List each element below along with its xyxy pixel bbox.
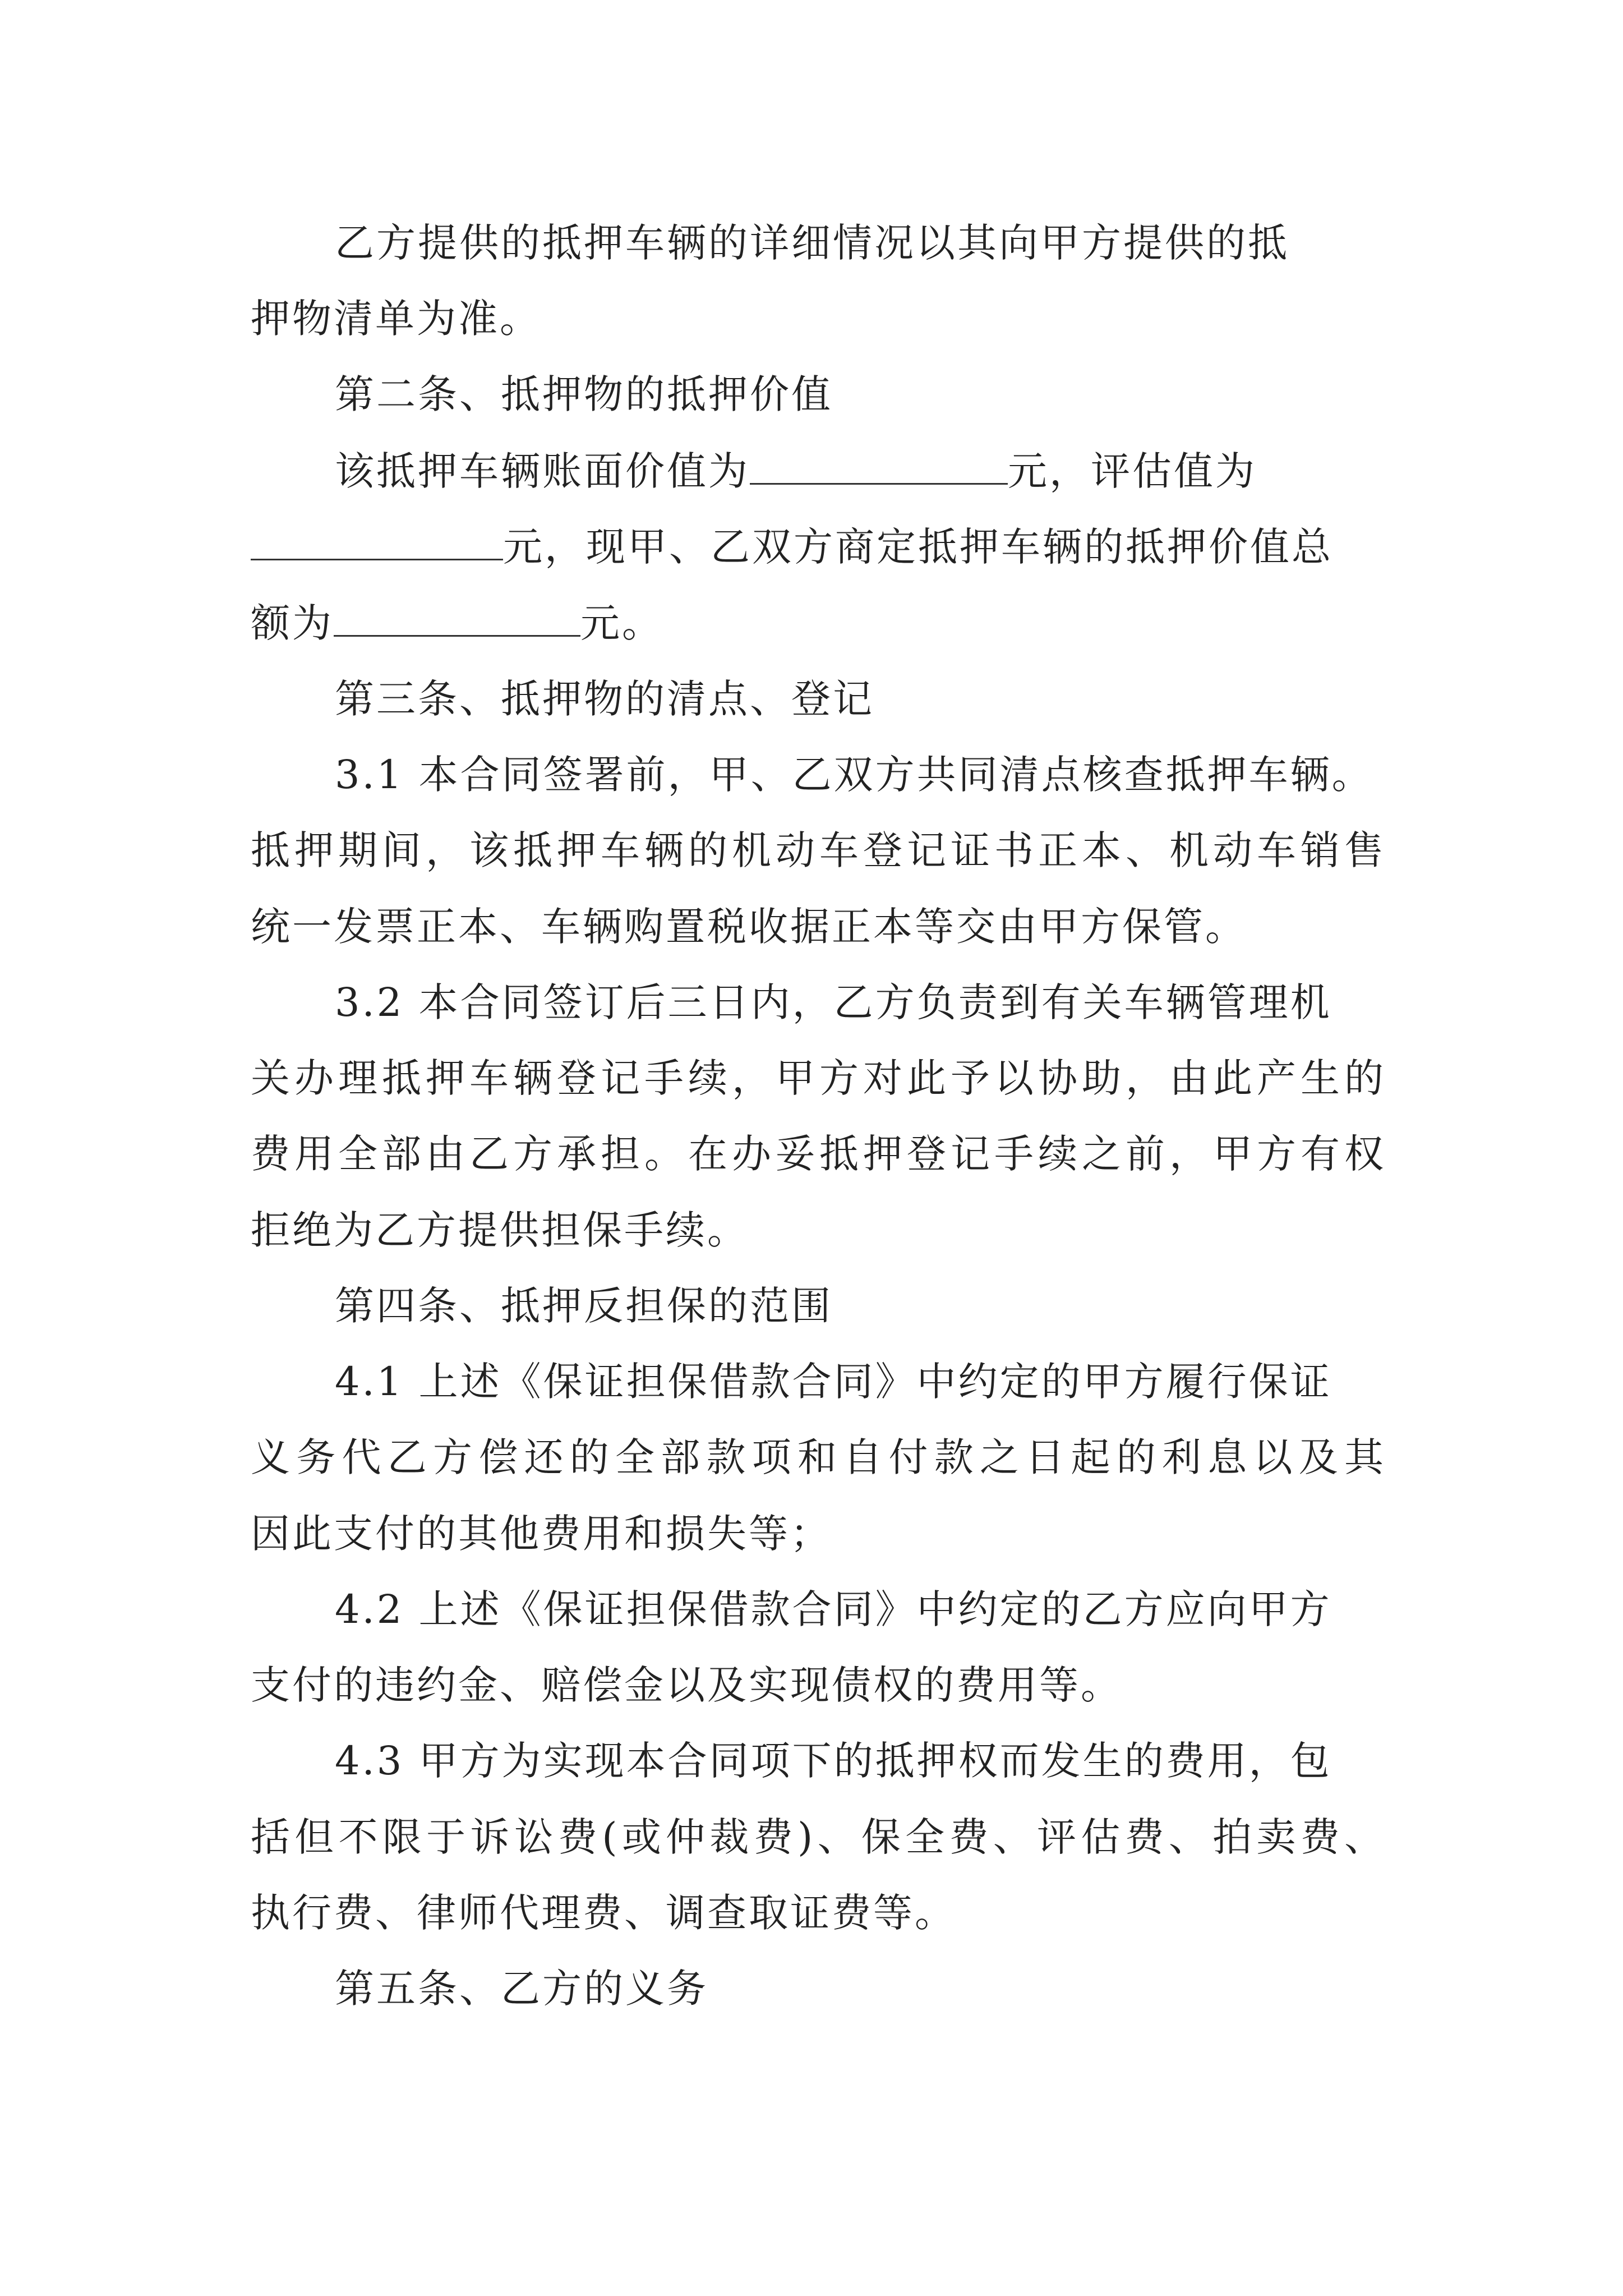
text-segment: 元。 [580,600,663,646]
paragraph-line: 执行费、律师代理费、调查取证费等。 [251,1890,956,1936]
paragraph-line: 支付的违约金、赔偿金以及实现债权的费用等。 [251,1662,1122,1708]
text-segment: 该抵押车辆账面价值为 [335,448,750,494]
text-segment: 元，现甲、乙双方商定抵押车辆的抵押价值总 [503,524,1333,570]
text-segment: 元，评估值为 [1008,448,1257,494]
paragraph-line: 费用全部由乙方承担。在办妥抵押登记手续之前，甲方有权 [251,1131,1384,1177]
section-heading: 第四条、抵押反担保的范围 [335,1283,833,1329]
paragraph-line: 拒绝为乙方提供担保手续。 [251,1207,749,1253]
paragraph-line: 义务代乙方偿还的全部款项和自付款之日起的利息以及其 [251,1434,1384,1480]
paragraph-line: 统一发票正本、车辆购置税收据正本等交由甲方保管。 [251,904,1247,950]
paragraph-line: 4.2 上述《保证担保借款合同》中约定的乙方应向甲方 [335,1586,1332,1632]
paragraph-line: 乙方提供的抵押车辆的详细情况以其向甲方提供的抵 [335,220,1289,266]
section-heading: 第三条、抵押物的清点、登记 [335,676,874,722]
paragraph-line: 抵押期间，该抵押车辆的机动车登记证书正本、机动车销售 [251,827,1384,873]
blank-field-assessed-value[interactable] [251,524,503,560]
paragraph-line: 4.3 甲方为实现本合同项下的抵押权而发生的费用，包 [335,1738,1332,1784]
paragraph-line: 因此支付的其他费用和损失等； [251,1511,832,1557]
paragraph-line: 3.2 本合同签订后三日内，乙方负责到有关车辆管理机 [335,979,1332,1025]
paragraph-line: 押物清单为准。 [251,296,541,342]
paragraph-line: 3.1 本合同签署前，甲、乙双方共同清点核查抵押车辆。 [335,752,1373,798]
paragraph-line [251,598,663,648]
blank-field-book-value[interactable] [750,448,1008,485]
paragraph-line: 关办理抵押车辆登记手续，甲方对此予以协助，由此产生的 [251,1055,1384,1101]
paragraph-line: 括但不限于诉讼费(或仲裁费)、保全费、评估费、拍卖费、 [251,1814,1384,1860]
section-heading: 第二条、抵押物的抵押价值 [335,371,833,417]
paragraph-line [251,522,1333,572]
section-heading: 第五条、乙方的义务 [335,1966,708,2012]
blank-field-mortgage-total[interactable] [334,600,580,637]
paragraph-line: 4.1 上述《保证担保借款合同》中约定的甲方履行保证 [335,1359,1332,1405]
text-segment: 额为 [251,600,334,646]
paragraph-line [335,446,1257,496]
